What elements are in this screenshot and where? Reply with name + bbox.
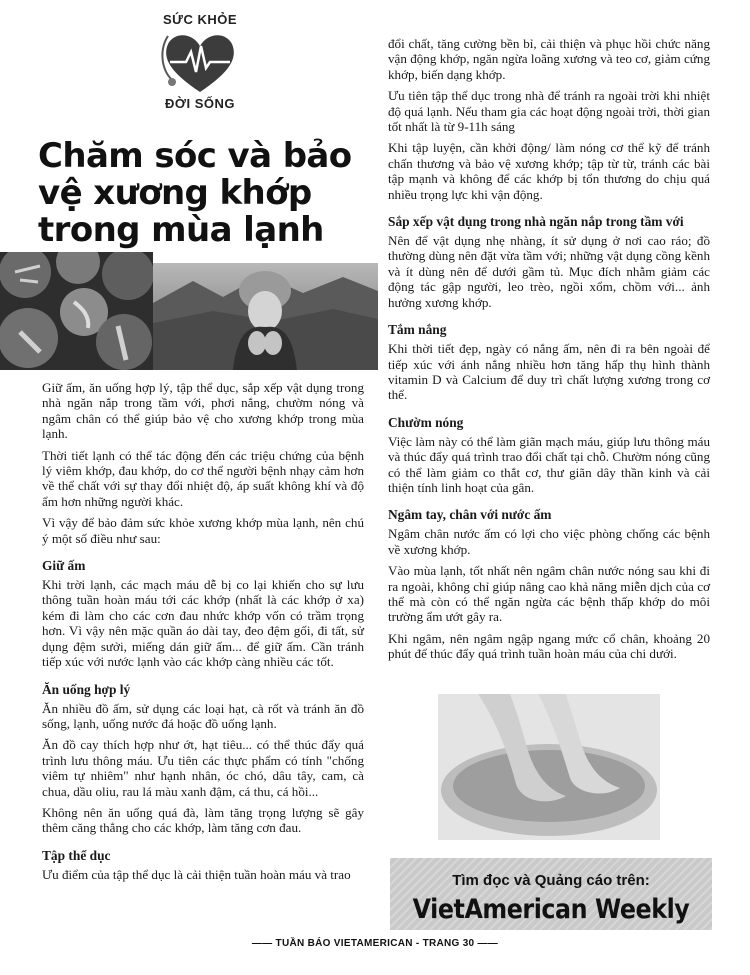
foot-soak-image (438, 694, 660, 840)
section-heading-chuom-nong: Chườm nóng (388, 414, 464, 430)
body-paragraph: Khi trời lạnh, các mạch máu dễ bị co lại khiến cho sự lưu thông tuần hoàn máu tới các khớp (nhất là các khớp ở xa) kém đi làm cho các cơn đau nhức khớp vốn có trầm trọng hơn. Vì vậy nên mặc quần áo dài tay, đeo đệm gối, đi tất, sử dụng đệm sưởi, miếng dán giữ ấm... để giữ ấm. Cần tránh tiếp xúc với nước lạnh vào các khớp càng nhiều các tốt. (42, 577, 364, 670)
logo-bottom-text: ĐỜI SỐNG (165, 96, 235, 111)
winter-woman-image (153, 263, 378, 370)
ad-publication-name: VietAmerican Weekly (412, 894, 690, 925)
advertisement-box (390, 858, 712, 930)
body-paragraph: Vào mùa lạnh, tốt nhất nên ngâm chân nước nóng sau khi đi ra ngoài, không chỉ giúp nâng cao khả năng miễn dịch của cơ thể mà còn có thể ngăn ngừa các bệnh thấp khớp do môi trường ẩm ướt gây ra. (388, 563, 710, 625)
section-heading-giu-am: Giữ ấm (42, 558, 86, 574)
section-heading-tap-the-duc: Tập thể dục (42, 847, 111, 863)
page-footer: —— TUẦN BÁO VIETAMERICAN - TRANG 30 —— (251, 938, 499, 949)
body-paragraph: Ăn nhiều đồ ấm, sử dụng các loại hạt, cà rốt và tránh ăn đồ sống, lạnh, uống nước đá hoặc đồ uống lạnh. (42, 700, 364, 731)
body-paragraph: Việc làm này có thể làm giãn mạch máu, giúp lưu thông máu và thúc đẩy quá trình trao đổi chất tại chỗ. Chườm nóng cũng có thể làm giảm co thắt cơ, thư giãn dây thần kinh và cải thiện tính linh hoạt của gân. (388, 433, 711, 495)
right-column (388, 36, 710, 668)
body-paragraph: Ưu điểm của tập thể dục là cải thiện tuần hoàn máu và trao (42, 866, 351, 882)
article-headline: Chăm sóc và bảo vệ xương khớp trong mùa lạnh (38, 136, 352, 250)
body-paragraph: Không nên ăn uống quá đà, làm tăng trọng lượng sẽ gây thêm căng thẳng cho các khớp, làm tăng cơn đau. (42, 804, 364, 836)
intro-paragraph: Thời tiết lạnh có thể tác động đến các triệu chứng của bệnh lý viêm khớp, đau khớp, do cơ thể người bệnh nhạy cảm hơn về thể chất với sự thay đổi nhiệt độ, áp suất không khí và độ ẩm hơn những người khác. (42, 447, 364, 509)
section-logo (150, 10, 250, 120)
body-paragraph: đổi chất, tăng cường bền bỉ, cải thiện và phục hồi chức năng vận động khớp, ngăn ngừa loãng xương và teo cơ, giảm cứng khớp, biến dạng khớp. (388, 36, 710, 82)
joints-collage-image (0, 252, 153, 370)
section-heading-ngam-tay-chan: Ngâm tay, chân với nước ấm (388, 507, 552, 523)
body-paragraph: Nên để vật dụng nhẹ nhàng, ít sử dụng ở nơi cao ráo; đồ thường dùng nên đặt vừa tầm với; những vật dụng cồng kềnh và ít dùng nên để dưới gầm tủ. Mục đích nhằm giảm các động tác gập người, leo trèo, ngồi xổm, chồm với... ảnh hưởng xương khớp. (388, 233, 710, 310)
body-paragraph: Khi ngâm, nên ngâm ngập ngang mức cổ chân, khoảng 20 phút để thúc đẩy quá trình tuần hoàn máu của chi dưới. (388, 630, 710, 662)
body-paragraph: Ăn đồ cay thích hợp như ớt, hạt tiêu... có thể thúc đẩy quá trình lưu thông máu. Ưu tiên các thực phẩm có tính "chống viêm tự nhiêm" như hạnh nhân, óc chó, dâu tây, cam, cà chua, dầu oliu, rau lá màu xanh đậm, cá thu, cá hồi... (42, 737, 364, 799)
body-paragraph: Khi thời tiết đẹp, ngày có nắng ấm, nên đi ra bên ngoài để tiếp xúc với ánh nắng nhiều hơn tăng hấp thụ hình thành vitamin D và Calcium để duy trì chất lượng xương trong cơ thể. (388, 341, 710, 403)
intro-paragraph: Vì vậy để bảo đảm sức khỏe xương khớp mùa lạnh, nên chú ý một số điều như sau: (42, 515, 364, 546)
section-heading-tam-nang: Tắm nắng (388, 322, 447, 338)
body-paragraph: Ưu tiên tập thể dục trong nhà để tránh ra ngoài trời khi nhiệt độ quá lạnh. Nếu tham gia các hoạt động ngoài trời, thời gian tốt nhất là từ 9-11h sáng (388, 88, 710, 135)
logo-top-text: SỨC KHỎE (162, 12, 237, 27)
section-heading-an-uong: Ăn uống hợp lý (42, 681, 131, 697)
left-column (42, 380, 364, 888)
ad-tagline: Tìm đọc và Quảng cáo trên: (452, 872, 650, 889)
body-paragraph: Khi tập luyện, cần khởi động/ làm nóng cơ thể kỹ để tránh chấn thương và bảo vệ xương khớp; tập từ từ, tránh các bài tập mạnh và không để các khớp bị tổn thương do chịu quá nhiều trọng lực khi vận động. (388, 140, 710, 202)
heart-stethoscope-icon (160, 28, 240, 96)
body-paragraph: Ngâm chân nước ấm có lợi cho việc phòng chống các bệnh về xương khớp. (388, 526, 710, 557)
section-heading-sap-xep: Sắp xếp vật dụng trong nhà ngăn nắp trong tầm với (388, 214, 684, 230)
intro-paragraph: Giữ ấm, ăn uống hợp lý, tập thể dục, sắp xếp vật dụng trong nhà ngăn nắp trong tầm với, phơi nắng, chườm nóng và ngâm chân có thể giúp bảo vệ cho xương khớp trong mùa lạnh. (42, 380, 364, 442)
